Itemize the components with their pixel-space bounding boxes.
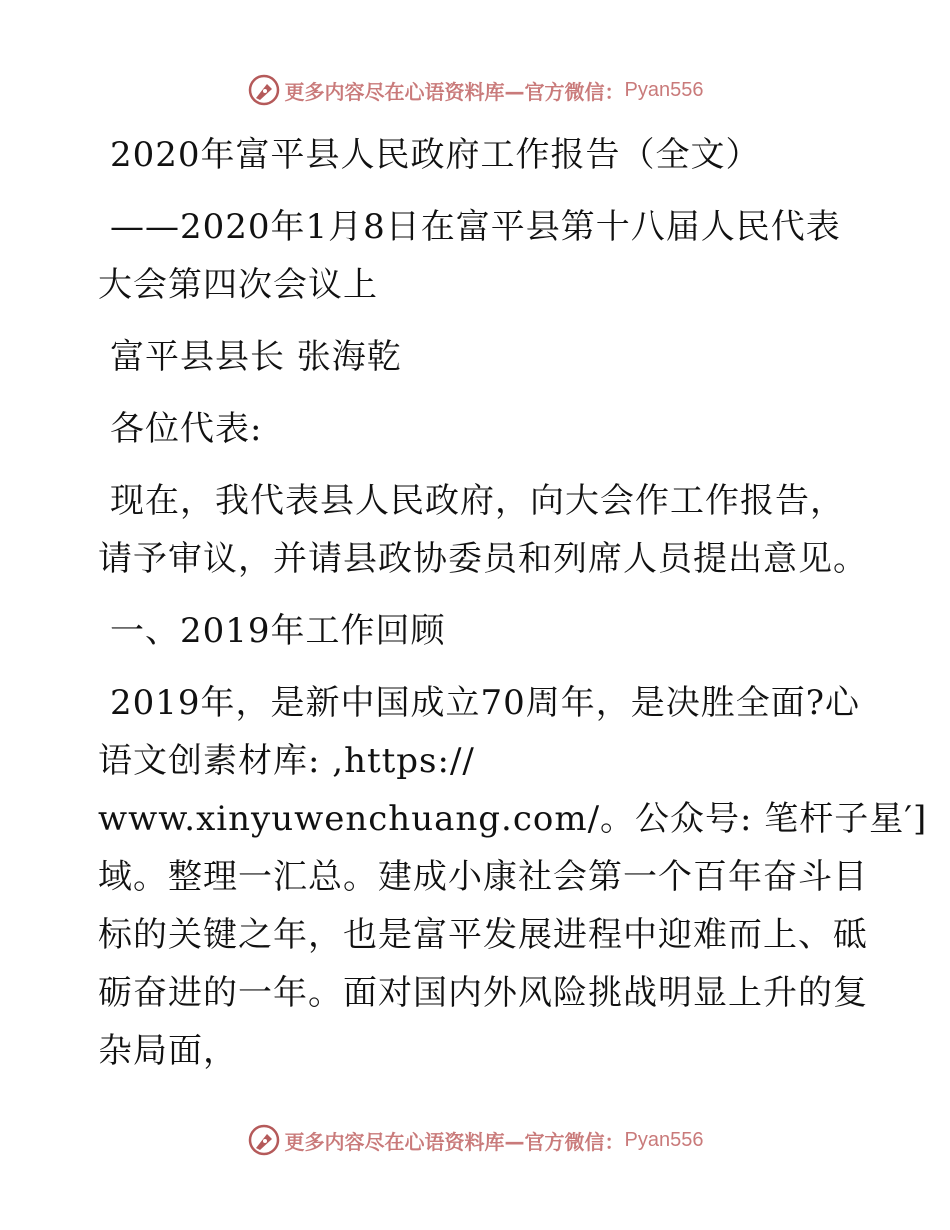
document-subtitle-line1: ——2020年1月8日在富平县第十八届人民代表 — [110, 207, 841, 247]
paragraph-line: 杂局面， — [98, 1031, 238, 1071]
document-subtitle-line2: 大会第四次会议上 — [98, 265, 378, 305]
paragraph-intro-line1: 现在，我代表县人民政府，向大会作工作报告， — [110, 481, 845, 521]
paragraph-line: 域。整理一汇总。建成小康社会第一个百年奋斗目 — [98, 857, 868, 897]
banner-wechat-id: Pyan556 — [624, 1128, 704, 1151]
paragraph-line: 砺奋进的一年。面对国内外风险挑战明显上升的复 — [98, 973, 868, 1013]
paragraph-line: www.xinyuwenchuang.com/。公众号: 笔杆子星′] — [98, 799, 928, 839]
section-heading: 一、2019年工作回顾 — [110, 611, 446, 651]
paragraph-intro-line2: 请予审议，并请县政协委员和列席人员提出意见。 — [98, 539, 868, 579]
banner-wechat-id: Pyan556 — [624, 78, 704, 101]
paragraph-line: 2019年，是新中国成立70周年，是决胜全面?心 — [110, 683, 861, 723]
paragraph-line: 语文创素材库: ,https:// — [98, 741, 475, 781]
paragraph-line: 标的关键之年，也是富平发展进程中迎难而上、砥 — [98, 915, 868, 955]
document-body — [98, 120, 928, 1080]
pen-nib-logo-icon — [247, 73, 281, 107]
pen-nib-logo-icon — [247, 1123, 281, 1157]
banner-text: 更多内容尽在心语资料库—官方微信： — [284, 79, 625, 104]
speaker-line: 富平县县长 张海乾 — [110, 337, 402, 377]
banner-text: 更多内容尽在心语资料库—官方微信： — [284, 1129, 625, 1154]
footer-banner — [0, 1118, 950, 1162]
salutation: 各位代表: — [110, 409, 263, 449]
document-title: 2020年富平县人民政府工作报告（全文） — [110, 135, 761, 175]
header-banner — [0, 68, 950, 112]
